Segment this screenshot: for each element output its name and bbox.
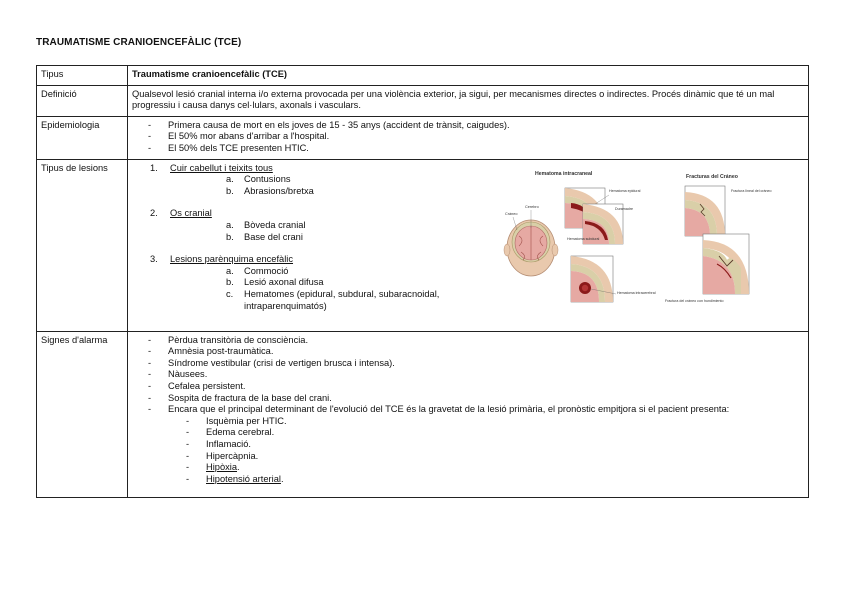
hematoma-fracture-illustration xyxy=(505,168,772,318)
list-number: 1. xyxy=(150,162,158,173)
list-item: b. Abrasions/bretxa xyxy=(226,185,314,196)
row-label: Signes d'alarma xyxy=(37,331,128,498)
list-item: a. Bòveda cranial xyxy=(226,219,306,230)
list-item: - Sospita de fractura de la base del crani. xyxy=(148,393,804,405)
list-number: 3. xyxy=(150,254,158,265)
list-item: - Nàusees. xyxy=(148,369,804,381)
list-item: - Primera causa de mort en els joves de 15 - 35 anys (accident de trànsit, caigudes). xyxy=(148,120,804,132)
lesion-group xyxy=(132,208,452,243)
sublist-item: - Hipercàpnia. xyxy=(186,451,804,463)
list-item-text: Encara que el principal determinant de l'evolució del TCE és la gravetat de la lesió primària, el pronòstic empitjora si el pacient presenta: xyxy=(168,404,730,415)
epidemiologia-cell xyxy=(128,116,809,159)
list-number: 2. xyxy=(150,208,158,219)
lesion-group xyxy=(132,163,452,198)
svg-text:Hematoma intracerebral: Hematoma intracerebral xyxy=(617,290,656,295)
signes-cell xyxy=(128,331,809,498)
list-item: b. Lesió axonal difusa xyxy=(226,277,324,288)
svg-text:Cerebro: Cerebro xyxy=(525,204,539,209)
row-definicio xyxy=(37,85,809,116)
list-item: - Pèrdua transitòria de consciència. xyxy=(148,335,804,347)
svg-text:Hematoma subdural: Hematoma subdural xyxy=(567,236,600,241)
row-label: Tipus de lesions xyxy=(37,159,128,331)
lesion-group-title: Cuir cabellut i teixits tous xyxy=(170,162,273,173)
lesion-group-title: Os cranial xyxy=(170,208,212,219)
sublist-item: - Inflamació. xyxy=(186,439,804,451)
list-item: - Síndrome vestibular (crisi de vertigen brusca i intensa). xyxy=(148,358,804,370)
signes-sublist xyxy=(168,416,804,486)
figure-title-fractures: Fracturas del Cráneo xyxy=(686,173,738,180)
sublist-item: - Hipòxia. xyxy=(186,462,804,474)
depressed-fracture-panel xyxy=(703,234,749,294)
lesion-group xyxy=(132,254,452,312)
list-item: b. Base del crani xyxy=(226,231,303,242)
list-item xyxy=(148,404,804,485)
intracerebral-panel xyxy=(571,256,613,302)
head-illustration xyxy=(504,220,558,276)
sublist-item: - Hipotensió arterial. xyxy=(186,474,804,486)
list-item: - Amnèsia post-traumàtica. xyxy=(148,346,804,358)
tipus-value: Traumatisme cranioencefàlic (TCE) xyxy=(128,66,809,86)
tce-table xyxy=(36,65,809,498)
figure-title-hematoma: Hematoma intracraneal xyxy=(535,170,593,177)
linear-fracture-panel xyxy=(685,186,725,236)
row-label: Epidemiologia xyxy=(37,116,128,159)
lesions-cell xyxy=(128,159,809,331)
svg-text:Duramadre: Duramadre xyxy=(615,206,633,211)
svg-text:Fractura lineal del cráneo: Fractura lineal del cráneo xyxy=(731,188,772,193)
list-item: - Cefalea persistent. xyxy=(148,381,804,393)
row-label: Tipus xyxy=(37,66,128,86)
epidemiologia-list xyxy=(132,120,804,155)
lesion-group-title: Lesions parènquima encefàlic xyxy=(170,254,294,265)
svg-text:Cráneo: Cráneo xyxy=(505,211,518,216)
sublist-item: - Isquèmia per HTIC. xyxy=(186,416,804,428)
row-lesions xyxy=(37,159,809,331)
row-label: Definició xyxy=(37,85,128,116)
svg-text:Hematoma epidural: Hematoma epidural xyxy=(609,188,641,193)
list-item: a. Commoció xyxy=(226,265,289,276)
row-epidemiologia xyxy=(37,116,809,159)
definicio-value: Qualsevol lesió cranial interna i/o externa provocada per una violència exterior, ja sigui, per mecanismes directes o indirectes. Procés dinàmic que té un mal progressiu i causa danys cel·lulars, axonals i vasculars. xyxy=(128,85,809,116)
sublist-item: - Edema cerebral. xyxy=(186,427,804,439)
svg-text:Fractura del cráneo con hundim: Fractura del cráneo con hundimiento xyxy=(665,298,724,303)
document-title: TRAUMATISME CRANIOENCEFÀLIC (TCE) xyxy=(36,37,242,48)
row-signes xyxy=(37,331,809,498)
lesions-list xyxy=(132,163,452,313)
list-item: - El 50% mor abans d'arribar a l'hospital. xyxy=(148,131,804,143)
signes-list xyxy=(132,335,804,486)
list-item: c. Hematomes (epidural, subdural, subaracnoidal, intraparenquimatós) xyxy=(226,288,440,311)
row-tipus xyxy=(37,66,809,86)
list-item: a. Contusions xyxy=(226,174,291,185)
list-item: - El 50% dels TCE presenten HTIC. xyxy=(148,143,804,155)
